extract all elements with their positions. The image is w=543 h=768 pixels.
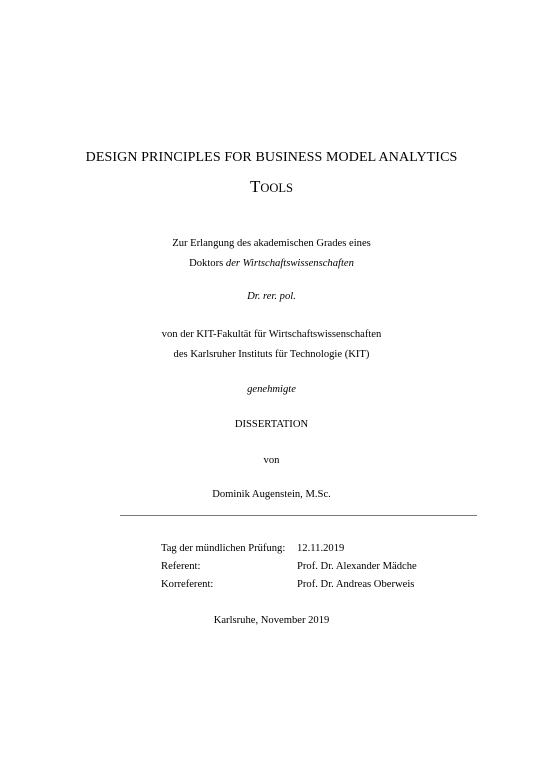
place-and-date: Karlsruhe, November 2019 — [213, 615, 330, 626]
detail-value: Prof. Dr. Alexander Mädche — [297, 561, 417, 572]
detail-row-exam-date — [161, 540, 417, 558]
degree: Dr. rer. pol. — [247, 291, 296, 302]
detail-label: Tag der mündlichen Prüfung: — [161, 543, 286, 554]
detail-value: 12.11.2019 — [297, 543, 345, 554]
detail-label: Referent: — [161, 561, 201, 572]
title-line-2-initial: T — [249, 177, 261, 196]
purpose-line-2-italic: der Wirtschaftswissenschaften — [225, 258, 354, 269]
purpose-line-1: Zur Erlangung des akademischen Grades eines — [172, 238, 371, 249]
title-line-2 — [0, 177, 543, 197]
detail-value: Prof. Dr. Andreas Oberweis — [297, 579, 415, 590]
document-type: DISSERTATION — [234, 419, 309, 430]
exam-details — [161, 540, 417, 594]
title-line-2-rest: OOLS — [260, 181, 294, 195]
separator-line — [120, 515, 477, 516]
by-label: von — [263, 455, 280, 466]
purpose-line-2-prefix: Doktors — [189, 258, 226, 269]
author-name: Dominik Augenstein, M.Sc. — [212, 489, 331, 500]
faculty-line-1: von der KIT-Fakultät für Wirtschaftswissenschaften — [161, 329, 382, 340]
approved-label: genehmigte — [247, 384, 296, 395]
purpose-line-2 — [0, 254, 543, 274]
detail-row-referee — [161, 558, 417, 576]
faculty-line-2: des Karlsruher Instituts für Technologie (KIT) — [173, 349, 370, 360]
detail-row-co-referee — [161, 576, 417, 594]
title-line-1: DESIGN PRINCIPLES FOR BUSINESS MODEL ANALYTICS — [85, 150, 458, 165]
detail-label: Korreferent: — [161, 579, 214, 590]
